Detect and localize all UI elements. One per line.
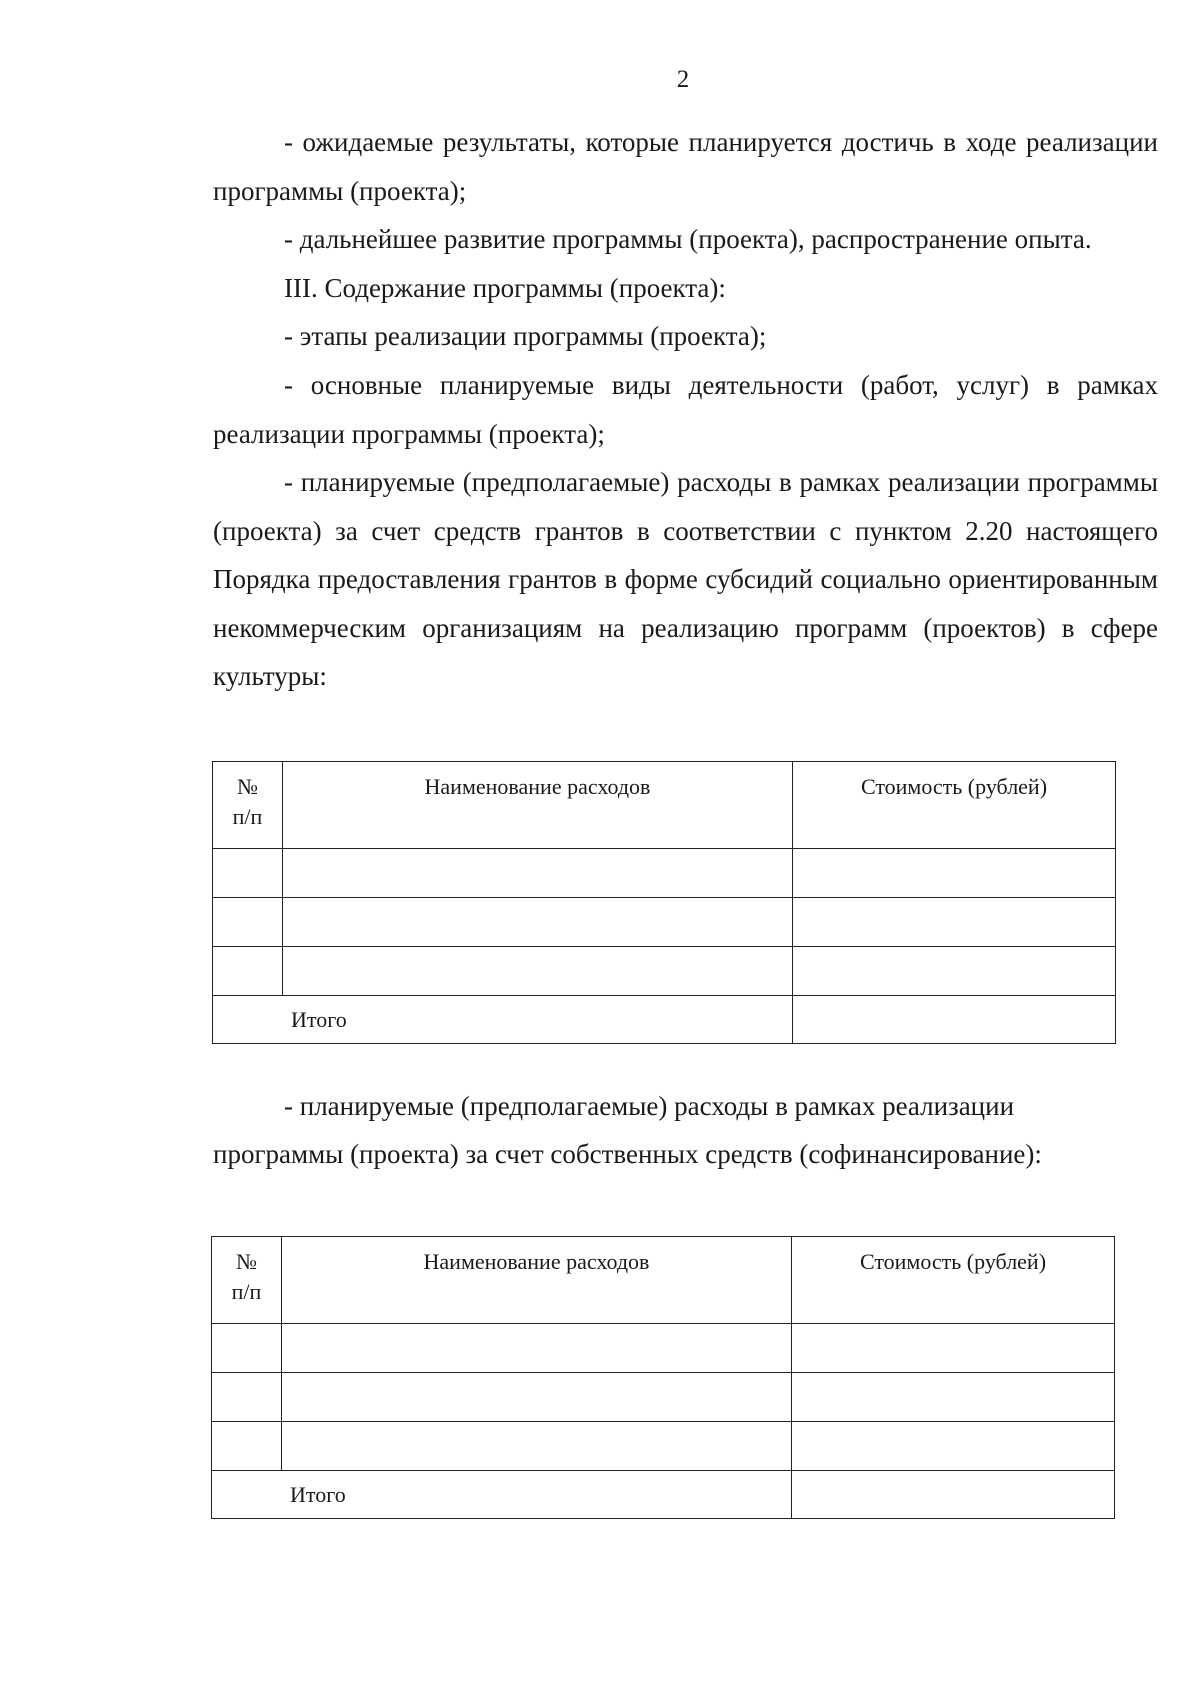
cell-cost[interactable] bbox=[792, 1422, 1115, 1471]
cell-num[interactable] bbox=[213, 898, 283, 947]
cell-name[interactable] bbox=[282, 1373, 792, 1422]
cell-num[interactable] bbox=[212, 1373, 282, 1422]
cell-num[interactable] bbox=[213, 849, 283, 898]
table-row bbox=[212, 1373, 1115, 1422]
cell-name[interactable] bbox=[283, 849, 793, 898]
table-row bbox=[212, 1422, 1115, 1471]
header-num: № п/п bbox=[213, 762, 283, 849]
paragraph-expected-results: - ожидаемые результаты, которые планируется достичь в ходе реализации программы (проекта); bbox=[213, 127, 1158, 206]
cell-num[interactable] bbox=[212, 1422, 282, 1471]
header-name: Наименование расходов bbox=[283, 762, 793, 849]
table-row bbox=[212, 1324, 1115, 1373]
cell-cost[interactable] bbox=[793, 898, 1116, 947]
table-row bbox=[213, 849, 1116, 898]
cell-num[interactable] bbox=[213, 947, 283, 996]
total-label: Итого bbox=[212, 1471, 792, 1519]
paragraph-activities: - основные планируемые виды деятельности (работ, услуг) в рамках реализации программы (проекта); bbox=[213, 370, 1158, 449]
cell-cost[interactable] bbox=[792, 1373, 1115, 1422]
header-name: Наименование расходов bbox=[282, 1237, 792, 1324]
paragraph-cofinancing-line2: программы (проекта) за счет собственных средств (софинансирование): bbox=[213, 1139, 1042, 1169]
cell-cost[interactable] bbox=[793, 849, 1116, 898]
grant-expenses-table bbox=[212, 761, 1116, 1044]
total-label: Итого bbox=[213, 996, 793, 1044]
header-cost: Стоимость (рублей) bbox=[792, 1237, 1115, 1324]
table-row bbox=[213, 947, 1116, 996]
header-num: № п/п bbox=[212, 1237, 282, 1324]
paragraph-further-development: - дальнейшее развитие программы (проекта), распространение опыта. bbox=[284, 224, 1092, 254]
cell-name[interactable] bbox=[282, 1422, 792, 1471]
total-value[interactable] bbox=[793, 996, 1116, 1044]
cell-cost[interactable] bbox=[793, 947, 1116, 996]
section-heading-program-content: III. Содержание программы (проекта): bbox=[284, 273, 726, 303]
paragraph-grant-expenses: - планируемые (предполагаемые) расходы в рамках реализации программы (проекта) за счет средств грантов в соответствии с пунктом 2.20 настоящего Порядка предоставления грантов в форме субсидий социально ориентированным некоммерческим организациям на реализацию программ (проектов) в сфере культуры: bbox=[213, 467, 1158, 691]
table-header-row bbox=[213, 762, 1116, 849]
header-cost: Стоимость (рублей) bbox=[793, 762, 1116, 849]
cell-num[interactable] bbox=[212, 1324, 282, 1373]
total-row bbox=[213, 996, 1116, 1044]
page-number: 2 bbox=[676, 66, 690, 93]
cell-name[interactable] bbox=[282, 1324, 792, 1373]
total-value[interactable] bbox=[792, 1471, 1115, 1519]
table-header-row bbox=[212, 1237, 1115, 1324]
cell-name[interactable] bbox=[283, 898, 793, 947]
cofinancing-expenses-table bbox=[211, 1236, 1115, 1519]
paragraph-cofinancing-line1: - планируемые (предполагаемые) расходы в рамках реализации bbox=[284, 1091, 1015, 1121]
cell-cost[interactable] bbox=[792, 1324, 1115, 1373]
total-row bbox=[212, 1471, 1115, 1519]
cell-name[interactable] bbox=[283, 947, 793, 996]
paragraph-stages: - этапы реализации программы (проекта); bbox=[284, 321, 767, 351]
table-row bbox=[213, 898, 1116, 947]
